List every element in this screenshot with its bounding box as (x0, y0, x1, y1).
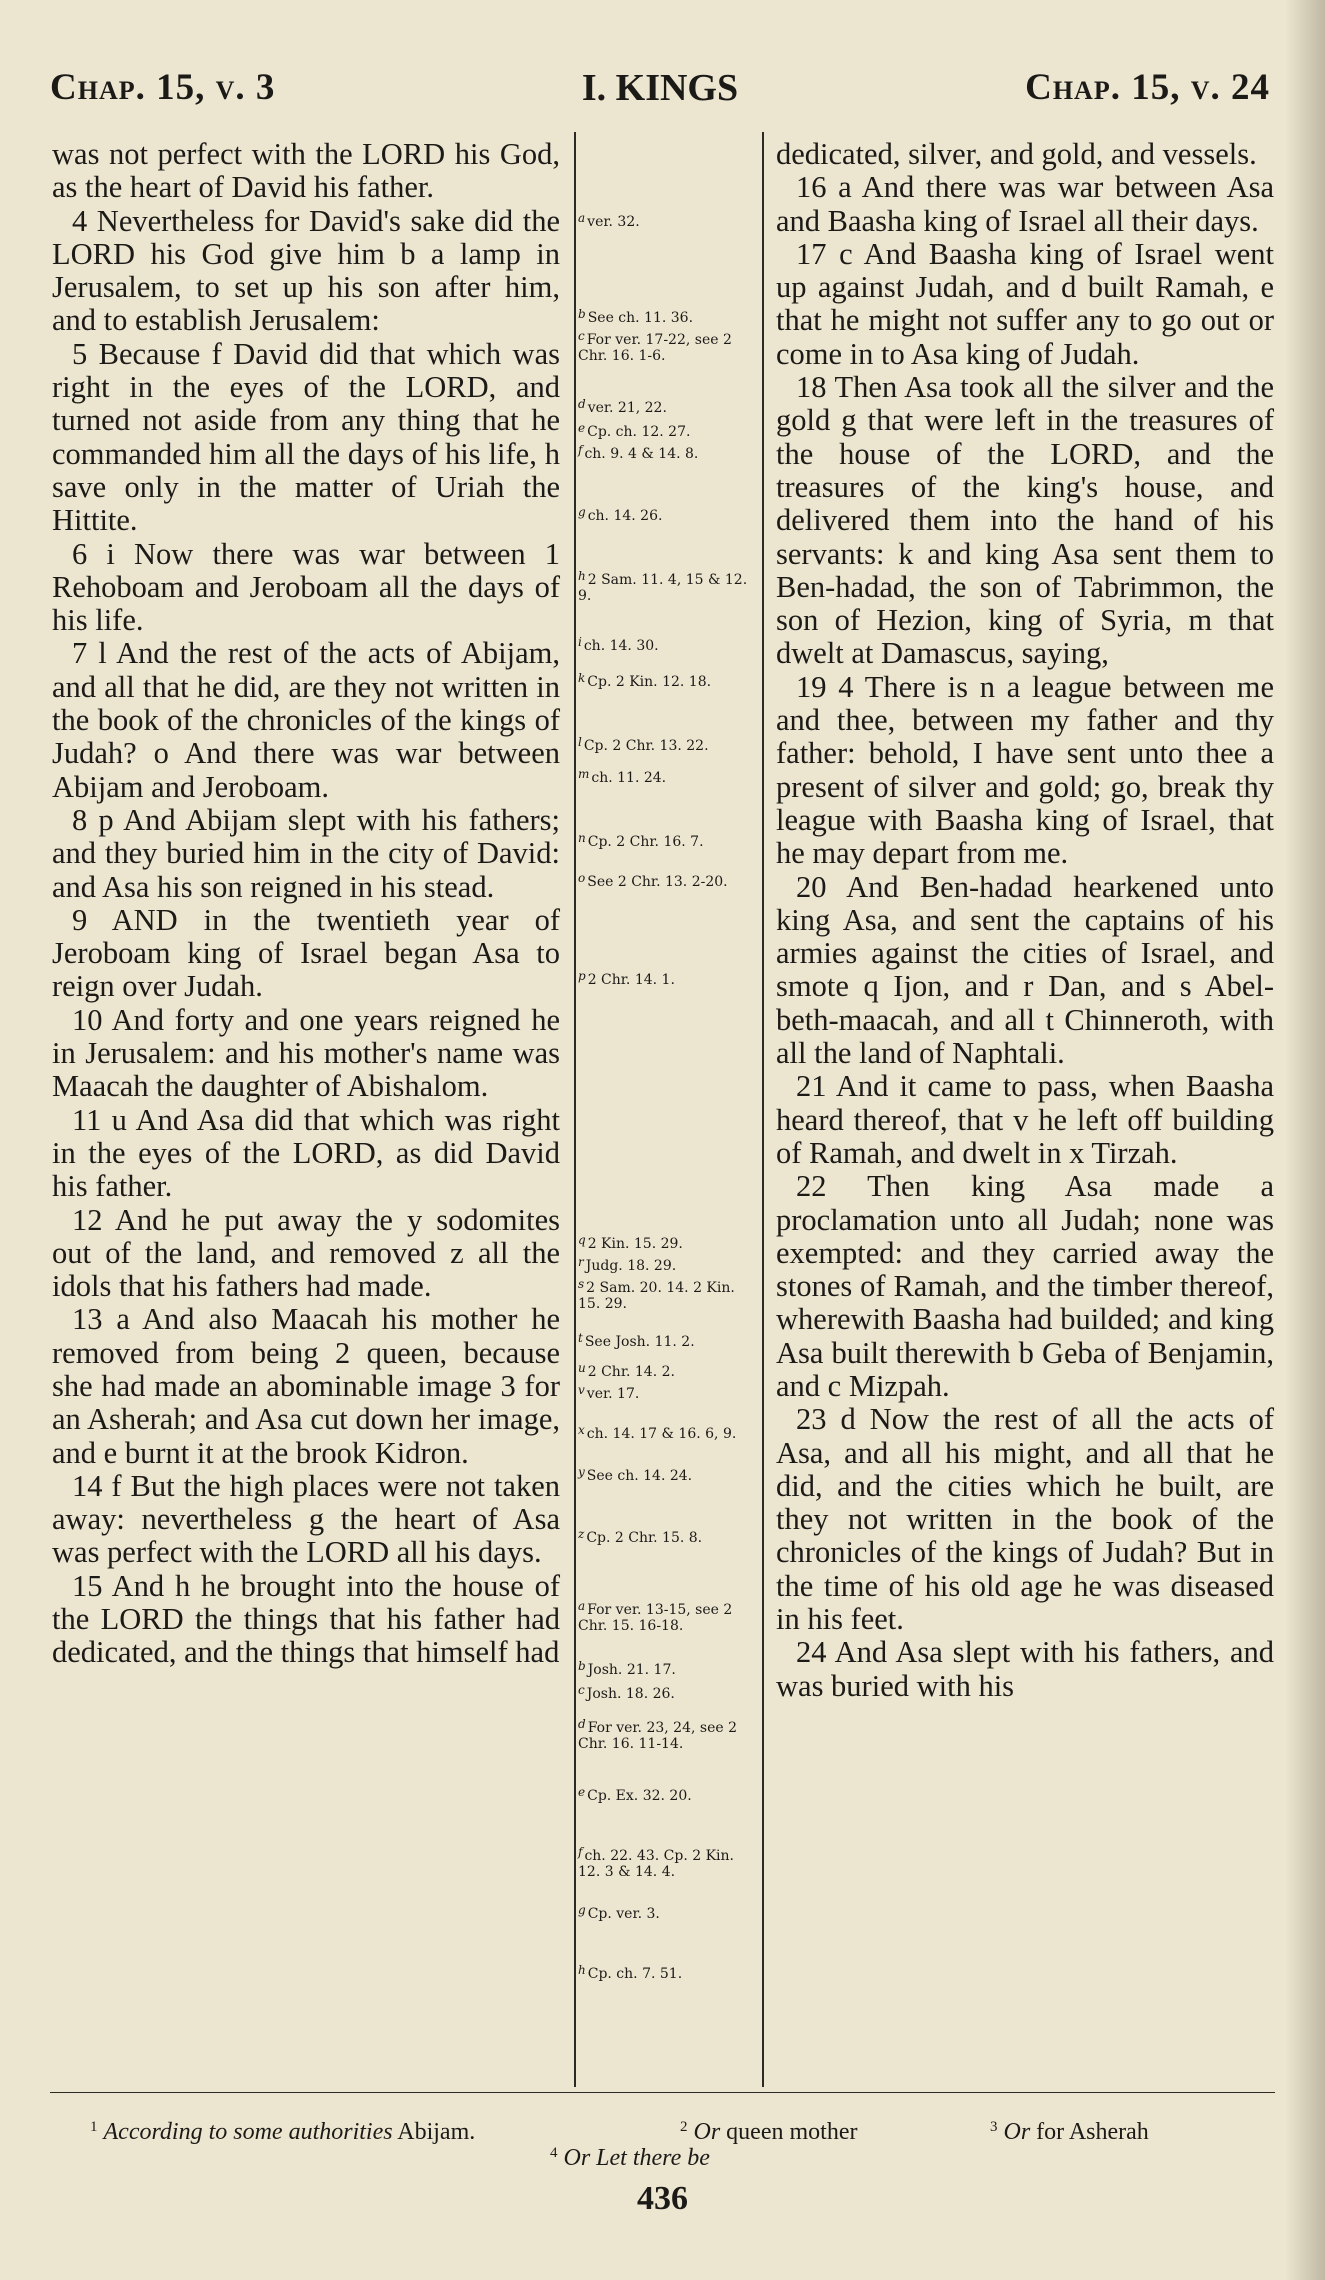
page-number: 436 (637, 2180, 688, 2217)
header-right-chapter: Chap. 15, v. 24 (1025, 67, 1270, 108)
cross-reference: h Cp. ch. 7. 51. (578, 1963, 683, 1982)
cross-reference: g Cp. ver. 3. (578, 1903, 660, 1922)
cross-reference: h 2 Sam. 11. 4, 15 & 12. 9. (578, 569, 748, 604)
footnote: $^1$ According to some authorities Abijam. (90, 2119, 476, 2145)
column-rule-right (762, 132, 764, 2087)
footnote-rule (50, 2092, 1275, 2093)
cross-reference: a ver. 32. (578, 211, 640, 230)
verse-paragraph: 13 a And also Maacah his mother he removed from being 2 queen, because she had made an abominable image 3 for an Asherah; and Asa cut down her image, and e burnt it at the brook Kidron. (52, 1302, 560, 1470)
verse-paragraph: 16 a And there was war between Asa and Baasha king of Israel all their days. (776, 170, 1274, 238)
verse-paragraph: 4 Nevertheless for David's sake did the LORD his God give him b a lamp in Jerusalem, to set up his son after him, and to establish Jerusalem: (52, 203, 560, 338)
cross-reference: g ch. 14. 26. (578, 505, 663, 524)
verse-paragraph: 11 u And Asa did that which was right in the eyes of the LORD, as did David his father. (52, 1102, 560, 1204)
cross-reference: v ver. 17. (578, 1383, 640, 1402)
verse-paragraph: 17 c And Baasha king of Israel went up against Judah, and d built Ramah, e that he might not suffer any to go out or come in to Asa king of Judah. (776, 236, 1274, 371)
cross-reference-column (578, 138, 758, 2088)
verse-paragraph: 21 And it came to pass, when Baasha heard thereof, that v he left off building of Ramah, and dwelt in x Tirzah. (776, 1069, 1274, 1170)
running-header (50, 66, 1270, 116)
verse-paragraph-section-start: 9 AND in the twentieth year of Jeroboam king of Israel began Asa to reign over Judah. (52, 902, 560, 1004)
cross-reference: l Cp. 2 Chr. 13. 22. (578, 735, 709, 754)
cross-reference: r Judg. 18. 29. (578, 1255, 677, 1274)
cross-reference: c Josh. 18. 26. (578, 1683, 675, 1702)
cross-reference: c For ver. 17-22, see 2 Chr. 16. 1-6. (578, 329, 732, 364)
verse-paragraph: 12 And he put away the y sodomites out of the land, and removed z all the idols that his fathers had made. (52, 1202, 560, 1304)
verse-paragraph: 5 Because f David did that which was right in the eyes of the LORD, and turned not aside from any thing that he commanded him all the days of his life, h save only in the matter of Uriah the Hittite. (52, 336, 560, 538)
right-text-column (776, 138, 1274, 1703)
footnote: $^2$ Or queen mother (680, 2119, 858, 2145)
cross-reference: u 2 Chr. 14. 2. (578, 1361, 675, 1380)
cross-reference: z Cp. 2 Chr. 15. 8. (578, 1527, 703, 1546)
verse-paragraph: 23 d Now the rest of all the acts of Asa, and all his might, and all that he did, and the cities which he built, are they not written in the book of the chronicles of the kings of Judah? But in the time of his old age he was diseased in his feet. (776, 1402, 1274, 1637)
column-rule-left (574, 132, 576, 2087)
footnote: $^4$ Or Let there be (550, 2145, 710, 2171)
cross-reference: b See ch. 11. 36. (578, 307, 694, 326)
cross-reference: t See Josh. 11. 2. (578, 1331, 695, 1350)
cross-reference: x ch. 14. 17 & 16. 6, 9. (578, 1423, 737, 1442)
verse-paragraph: 18 Then Asa took all the silver and the gold g that were left in the treasures of the house of the LORD, and the treasures of the king's house, and delivered them into the hand of his servants: k and king Asa sent them to Ben-hadad, the son of Tabrimmon, the son of Hezion, king of Syria, m that dwelt at Damascus, saying, (776, 370, 1274, 671)
cross-reference: s 2 Sam. 20. 14. 2 Kin. 15. 29. (578, 1277, 735, 1312)
cross-reference: i ch. 14. 30. (578, 635, 659, 654)
verse-paragraph: 22 Then king Asa made a proclamation unto all Judah; none was exempted: and they carried away the stones of Ramah, and the timber thereof, wherewith Baasha had builded; and king Asa built therewith b Geba of Benjamin, and c Mizpah. (776, 1169, 1274, 1403)
cross-reference: q 2 Kin. 15. 29. (578, 1233, 683, 1252)
verse-paragraph: was not perfect with the LORD his God, as the heart of David his father. (52, 137, 560, 205)
page-edge-shadow (1285, 0, 1325, 2280)
verse-paragraph: 20 And Ben-hadad hearkened unto king Asa, and sent the captains of his armies against the cities of Israel, and smote q Ijon, and r Dan, and s Abel-beth-maacah, and all t Chinneroth, with all the land of Naphtali. (776, 869, 1274, 1071)
cross-reference: a For ver. 13-15, see 2 Chr. 15. 16-18. (578, 1599, 733, 1634)
verse-paragraph: 24 And Asa slept with his fathers, and was buried with his (776, 1635, 1274, 1703)
cross-reference: f ch. 22. 43. Cp. 2 Kin. 12. 3 & 14. 4. (578, 1845, 734, 1880)
verse-paragraph: 14 f But the high places were not taken away: nevertheless g the heart of Asa was perfect with the LORD all his days. (52, 1468, 560, 1570)
cross-reference: e Cp. ch. 12. 27. (578, 421, 691, 440)
cross-reference: y See ch. 14. 24. (578, 1465, 693, 1484)
cross-reference: d ver. 21, 22. (578, 397, 667, 416)
left-text-column (52, 138, 560, 1670)
cross-reference: e Cp. Ex. 32. 20. (578, 1785, 692, 1804)
header-book-title: I. KINGS (581, 67, 739, 109)
verse-paragraph: 7 l And the rest of the acts of Abijam, and all that he did, are they not written in the book of the chronicles of the kings of Judah? o And there was war between Abijam and Jeroboam. (52, 636, 560, 804)
cross-reference: p 2 Chr. 14. 1. (578, 969, 675, 988)
cross-reference: d For ver. 23, 24, see 2 Chr. 16. 11-14. (578, 1717, 737, 1752)
cross-reference: k Cp. 2 Kin. 12. 18. (578, 671, 712, 690)
verse-paragraph: dedicated, silver, and gold, and vessels. (776, 137, 1257, 171)
verse-paragraph: 19 4 There is n a league between me and thee, between my father and thy father: behold, I have sent unto thee a present of silver and gold; go, break thy league with Baasha king of Israel, that he may depart from me. (776, 669, 1274, 871)
verse-paragraph: 6 i Now there was war between 1 Rehoboam and Jeroboam all the days of his life. (52, 536, 560, 638)
cross-reference: f ch. 9. 4 & 14. 8. (578, 443, 699, 462)
cross-reference: m ch. 11. 24. (578, 767, 667, 786)
verse-paragraph: 8 p And Abijam slept with his fathers; and they buried him in the city of David: and Asa his son reigned in his stead. (52, 802, 560, 904)
cross-reference: o See 2 Chr. 13. 2-20. (578, 871, 728, 890)
cross-reference: n Cp. 2 Chr. 16. 7. (578, 831, 704, 850)
verse-paragraph: 10 And forty and one years reigned he in Jerusalem: and his mother's name was Maacah the daughter of Abishalom. (52, 1002, 560, 1104)
cross-reference: b Josh. 21. 17. (578, 1659, 676, 1678)
header-left-chapter: Chap. 15, v. 3 (50, 67, 276, 108)
footnote: $^3$ Or for Asherah (990, 2119, 1149, 2145)
verse-paragraph: 15 And h he brought into the house of the LORD the things that his father had dedicated, and the things that himself had (52, 1568, 560, 1670)
